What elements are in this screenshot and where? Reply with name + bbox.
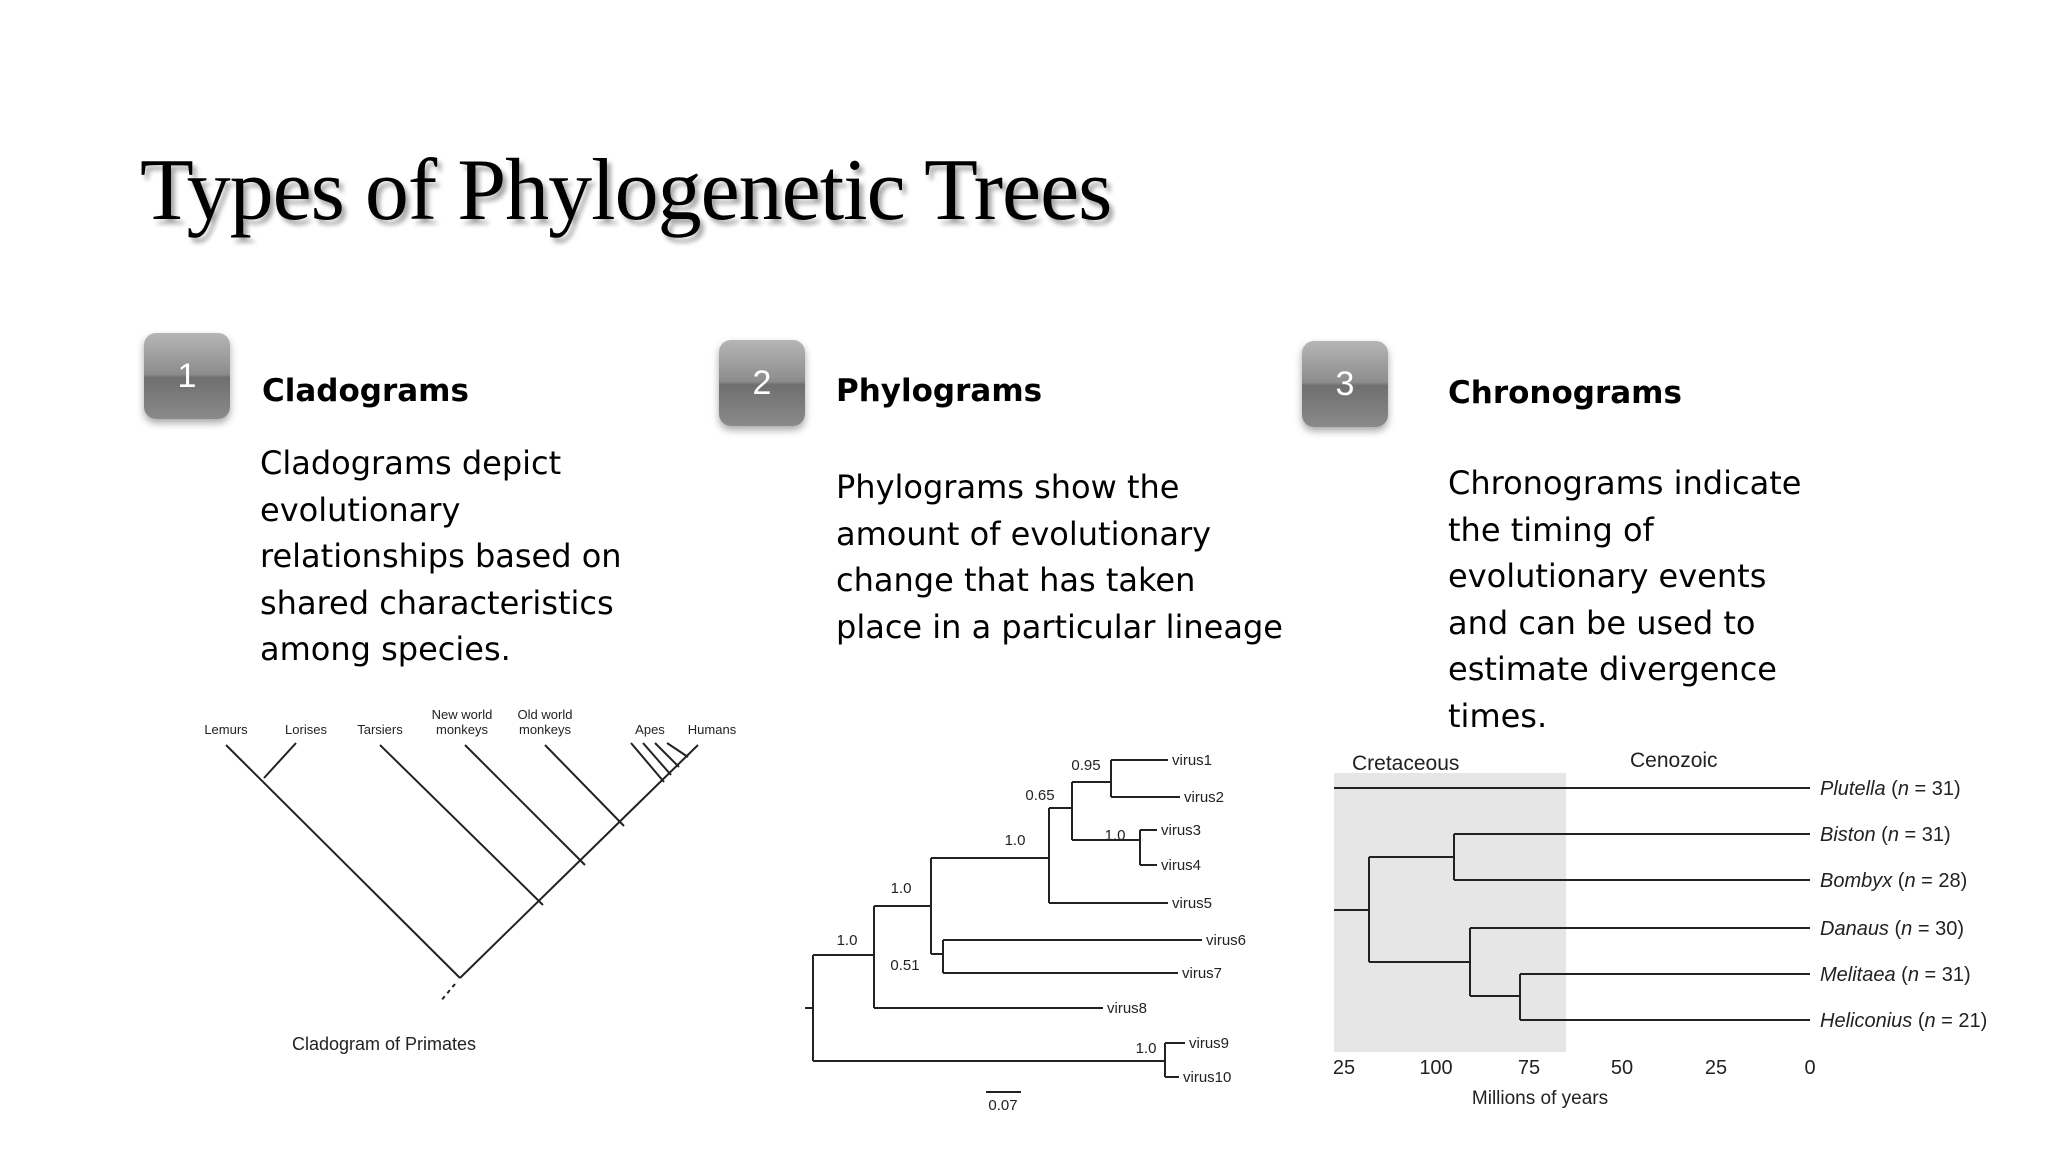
chronogram-axis-tick: 50 [1610,1057,1634,1079]
phylogram-support-value: 0.95 [1071,757,1101,774]
phylogram-tip-virus8: virus8 [1107,1000,1148,1017]
phylogram-support-value: 0.51 [890,957,920,974]
number-badge-1-label: 1 [177,356,197,395]
phylogram-tip-virus6: virus6 [1206,932,1247,949]
phylogram-tip-virus4: virus4 [1161,857,1202,874]
phylogram-support-value: 1.0 [1004,832,1026,849]
chronogram-taxon-labels [1820,778,1987,1032]
phylograms-description: Phylograms show the amount of evolutionary change that has taken place in a particular lineage [836,468,1283,646]
phylogram-tip-virus3: virus3 [1161,822,1202,839]
chronogram-axis-label: Millions of years [1471,1088,1609,1109]
phylogram-support-value: 0.65 [1025,787,1055,804]
period-label-cretaceous: Cretaceous [1352,752,1460,775]
phylogram-tip-virus7: virus7 [1182,965,1223,982]
chronogram-axis-tick: 75 [1517,1057,1541,1079]
cladogram-label-lemurs: Lemurs [204,722,248,737]
phylogram-scale-label: 0.07 [988,1097,1018,1114]
page-title: Types of Phylogenetic Trees [140,142,1112,239]
chronogram-taxon-bombyx: Bombyx (n = 28) [1820,870,1968,892]
phylogram-tip-virus5: virus5 [1172,895,1213,912]
chronogram-axis-tick: 25 [1332,1057,1356,1079]
chronogram-taxon-biston: Biston (n = 31) [1820,824,1951,846]
cladograms-heading: Cladograms [262,373,469,409]
phylogram-tip-virus10: virus10 [1183,1069,1232,1086]
chronogram-axis-tick: 100 [1419,1057,1453,1079]
cladogram-label-new-world-monkeys: New world monkeys [431,707,493,737]
chronogram-taxon-melitaea: Melitaea (n = 31) [1820,964,1971,986]
chronogram-axis-ticks [1333,1057,1816,1079]
period-label-cenozoic: Cenozoic [1630,749,1718,772]
phylogram-tip-virus2: virus2 [1184,789,1225,806]
phylogram-tip-virus9: virus9 [1189,1035,1230,1052]
phylogram-support-value: 1.0 [890,880,912,897]
number-badge-3-label: 3 [1335,364,1355,403]
chronogram-taxon-danaus: Danaus (n = 30) [1820,918,1964,940]
chronogram-axis-tick: 25 [1704,1057,1728,1079]
cladogram-caption: Cladogram of Primates [291,1034,477,1054]
cladogram-label-lorises: Lorises [285,722,327,737]
chronogram-axis-tick: 0 [1804,1057,1816,1079]
phylogram-tip-virus1: virus1 [1172,752,1213,769]
number-badge-2-label: 2 [752,363,772,402]
phylograms-heading: Phylograms [836,373,1043,409]
cladogram-label-humans: Humans [687,722,737,737]
chronogram-taxon-plutella: Plutella (n = 31) [1820,778,1961,800]
phylogram-support-value: 1.0 [1104,827,1126,844]
chronograms-heading: Chronograms [1448,375,1682,411]
cladogram-label-apes: Apes [635,722,665,737]
chronograms-description: Chronograms indicate the timing of evolutionary events and can be used to estimate divergence times. [1448,464,1802,735]
phylogram-support-value: 1.0 [836,932,858,949]
chronogram-taxon-heliconius: Heliconius (n = 21) [1820,1010,1988,1032]
cladograms-description: Cladograms depict evolutionary relationships based on shared characteristics among species. [260,444,622,668]
phylogram-support-value: 1.0 [1135,1040,1157,1057]
cladogram-label-tarsiers: Tarsiers [357,722,403,737]
cladogram-label-old-world-monkeys: Old world monkeys [517,707,573,737]
